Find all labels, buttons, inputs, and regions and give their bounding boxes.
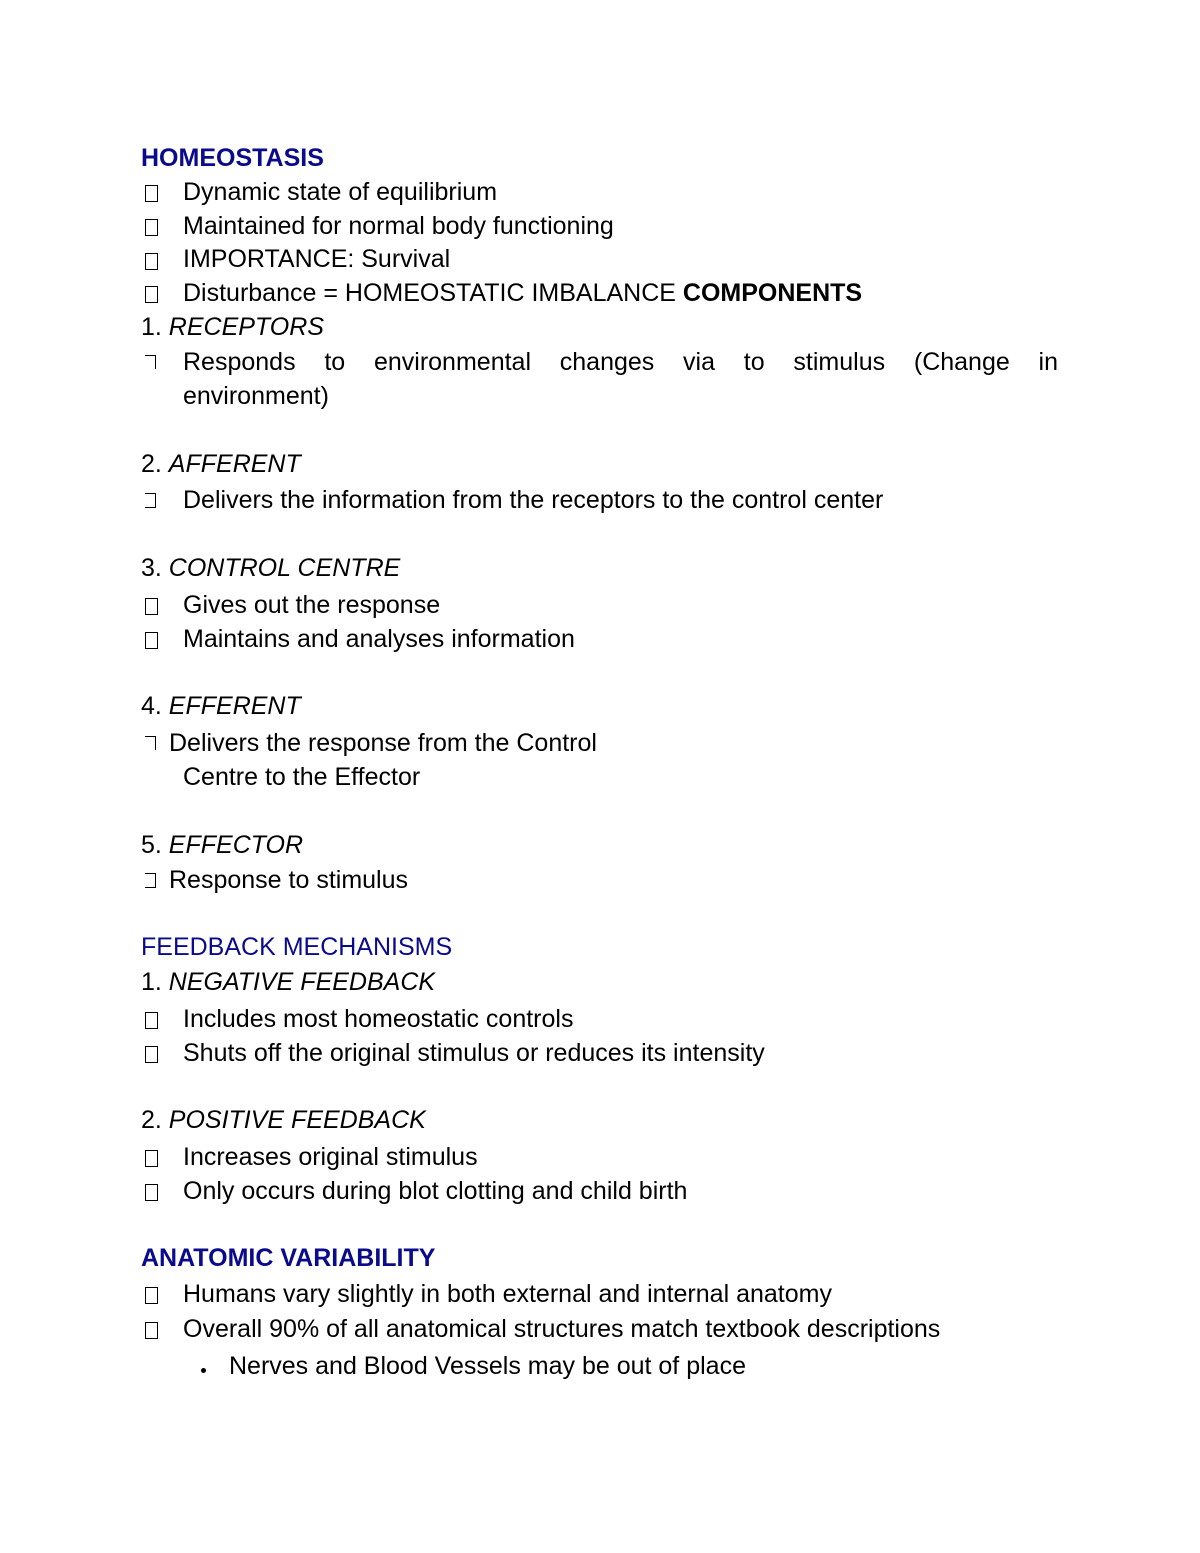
component-name: AFFERENT bbox=[168, 450, 301, 478]
negative-feedback-heading bbox=[141, 967, 435, 997]
component-5-heading bbox=[141, 830, 303, 860]
feedback-name: POSITIVE FEEDBACK bbox=[168, 1106, 426, 1134]
bullet-box-icon bbox=[145, 185, 158, 202]
component-name: RECEPTORS bbox=[168, 313, 324, 341]
component-1-heading bbox=[141, 312, 324, 342]
sub-bullet-dot-icon bbox=[201, 1368, 206, 1373]
anatomic-bullet-2: Overall 90% of all anatomical structures match textbook descriptions bbox=[183, 1315, 941, 1343]
component-2-heading bbox=[141, 449, 301, 479]
bullet-box-icon bbox=[145, 1150, 158, 1167]
positive-feedback-bullet-2: Only occurs during blot clotting and child birth bbox=[183, 1177, 688, 1205]
negative-feedback-bullet-1: Includes most homeostatic controls bbox=[183, 1005, 574, 1033]
afferent-bullet: Delivers the information from the receptors to the control center bbox=[183, 486, 884, 514]
component-number: 2. bbox=[141, 450, 169, 478]
efferent-line-2: Centre to the Effector bbox=[183, 763, 421, 791]
bullet-box-icon bbox=[145, 1012, 158, 1029]
bullet-box-icon bbox=[145, 1046, 158, 1063]
negative-feedback-bullet-2: Shuts off the original stimulus or reduces its intensity bbox=[183, 1039, 765, 1067]
component-number: 5. bbox=[141, 831, 169, 859]
anatomic-sub-bullet: Nerves and Blood Vessels may be out of place bbox=[229, 1352, 746, 1380]
control-centre-bullet-2: Maintains and analyses information bbox=[183, 625, 575, 653]
bullet-hook-icon bbox=[145, 736, 156, 750]
anatomic-bullet-1: Humans vary slightly in both external and internal anatomy bbox=[183, 1280, 832, 1308]
feedback-name: NEGATIVE FEEDBACK bbox=[168, 968, 436, 996]
bullet-hook-icon bbox=[145, 493, 156, 508]
component-3-heading bbox=[141, 553, 400, 583]
bullet-hook-icon bbox=[145, 873, 156, 888]
bullet-box-icon bbox=[145, 1287, 158, 1304]
component-4-heading bbox=[141, 691, 301, 721]
heading-anatomic-variability: ANATOMIC VARIABILITY bbox=[141, 1244, 436, 1272]
bullet-box-icon bbox=[145, 598, 158, 615]
positive-feedback-heading bbox=[141, 1105, 426, 1135]
disturbance-text: Disturbance = HOMEOSTATIC IMBALANCE bbox=[183, 279, 683, 307]
bullet-box-icon bbox=[145, 1184, 158, 1201]
bullet-box-icon bbox=[145, 632, 158, 649]
component-number: 4. bbox=[141, 692, 169, 720]
homeostasis-bullet-3: IMPORTANCE: Survival bbox=[183, 245, 451, 273]
efferent-line-1: Delivers the response from the Control bbox=[169, 729, 597, 757]
receptors-line-1: Responds to environmental changes via to stimulus (Change in bbox=[183, 348, 1058, 376]
component-name: EFFERENT bbox=[168, 692, 301, 720]
feedback-number: 1. bbox=[141, 968, 169, 996]
component-name: CONTROL CENTRE bbox=[168, 554, 401, 582]
heading-homeostasis: HOMEOSTASIS bbox=[141, 144, 324, 172]
receptors-line-2: environment) bbox=[183, 382, 329, 410]
components-label: COMPONENTS bbox=[682, 279, 863, 307]
heading-feedback-mechanisms: FEEDBACK MECHANISMS bbox=[141, 933, 453, 961]
bullet-hook-icon bbox=[145, 355, 156, 369]
component-name: EFFECTOR bbox=[168, 831, 304, 859]
bullet-box-icon bbox=[145, 286, 158, 303]
bullet-box-icon bbox=[145, 219, 158, 236]
positive-feedback-bullet-1: Increases original stimulus bbox=[183, 1143, 478, 1171]
bullet-box-icon bbox=[145, 253, 158, 270]
component-number: 3. bbox=[141, 554, 169, 582]
feedback-number: 2. bbox=[141, 1106, 169, 1134]
homeostasis-bullet-4 bbox=[183, 278, 862, 308]
homeostasis-bullet-2: Maintained for normal body functioning bbox=[183, 212, 614, 240]
effector-bullet: Response to stimulus bbox=[169, 866, 409, 894]
control-centre-bullet-1: Gives out the response bbox=[183, 591, 441, 619]
bullet-box-icon bbox=[145, 1322, 158, 1339]
component-number: 1. bbox=[141, 313, 169, 341]
homeostasis-bullet-1: Dynamic state of equilibrium bbox=[183, 178, 498, 206]
